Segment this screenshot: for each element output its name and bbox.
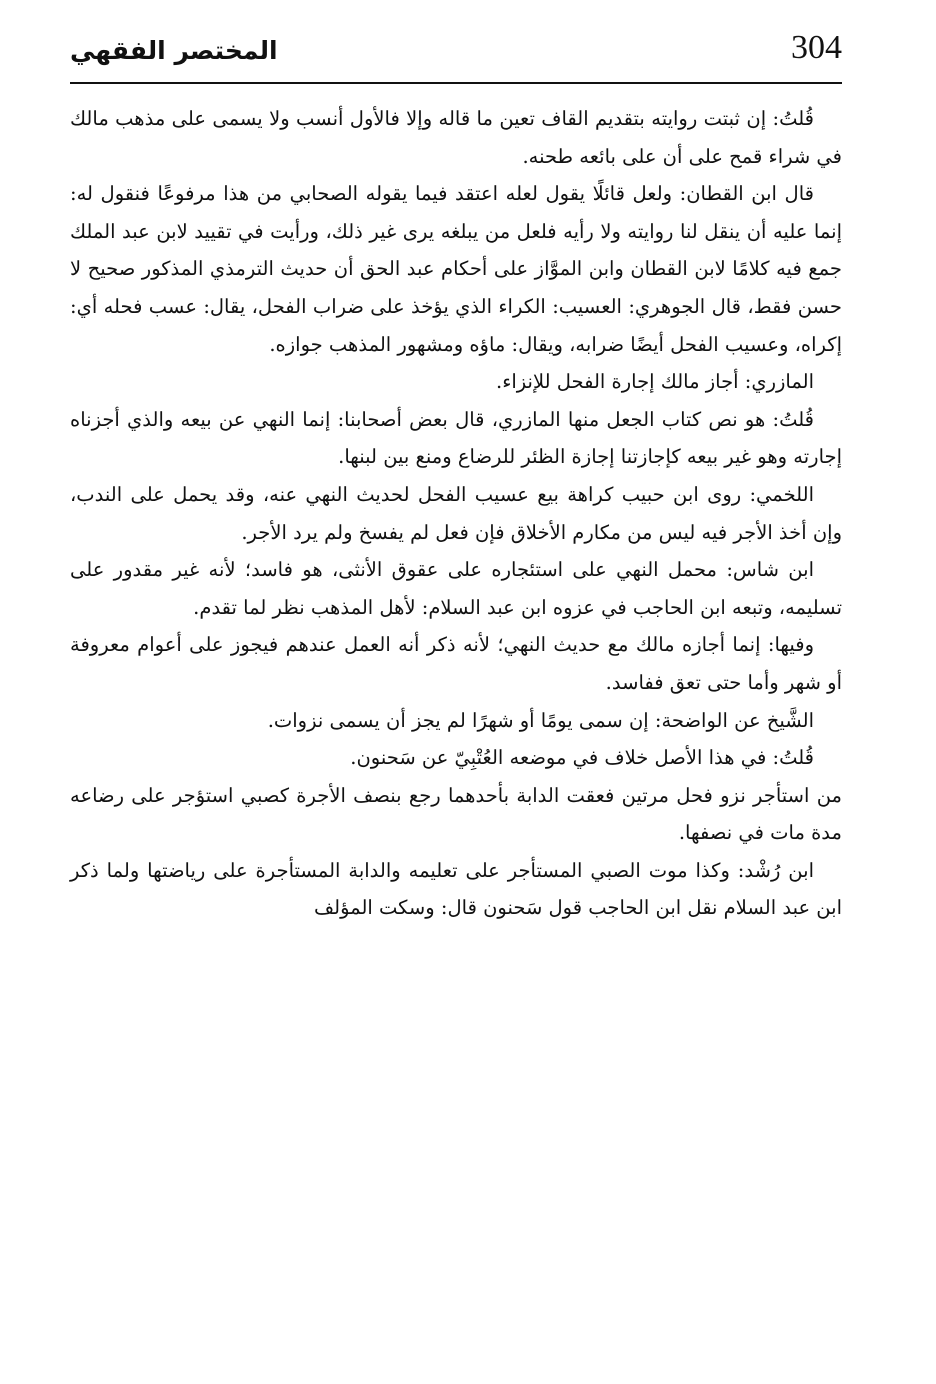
paragraph-2: قال ابن القطان: ولعل قائلًا يقول لعله اعتقد فيما يقوله الصحابي من هذا مرفوعًا فنقول له: إنما عليه أن ينقل لنا روايته ولا رأيه فلعل من يبلغه يرى غير ذلك، ورأيت في تقييد لابن عبد الملك جمع فيه كلامًا لابن القطان وابن الموَّاز على أحكام عبد الحق أن حديث الترمذي المذكور صحيح لا حسن فقط، قال الجوهري: العسيب: الكراء الذي يؤخذ على ضراب الفحل، يقال: عسب فحله أي: إكراه، وعسيب الفحل أيضًا ضرابه، ويقال: ماؤه ومشهور المذهب جوازه. [70, 182, 842, 356]
paragraph-6: ابن شاس: محمل النهي على استئجاره على عقوق الأنثى، هو فاسد؛ لأنه غير مقدور على تسليمه، وتبعه ابن الحاجب في عزوه ابن عبد السلام: لأهل المذهب نظر لما تقدم. [70, 558, 842, 619]
paragraph-10: من استأجر نزو فحل مرتين فعقت الدابة بأحدهما رجع بنصف الأجرة كصبي استؤجر على رضاعه مدة مات في نصفها. [70, 783, 842, 845]
paragraph-7: وفيها: إنما أجازه مالك مع حديث النهي؛ لأنه ذكر أنه العمل عندهم فيجوز على أعوام معروفة أو شهر وأما حتى تعق ففاسد. [70, 633, 842, 694]
paragraph-5: اللخمي: روى ابن حبيب كراهة بيع عسيب الفحل لحديث النهي عنه، وقد يحمل على الندب، وإن أخذ الأجر فيه ليس من مكارم الأخلاق فإن فعل لم يفسخ ولم يرد الأجر. [70, 482, 842, 544]
paragraph-9: قُلتُ: في هذا الأصل خلاف في موضعه العُتْبِيّ عن سَحنون. [350, 746, 814, 770]
paragraph-4: قُلتُ: هو نص كتاب الجعل منها المازري، قال بعض أصحابنا: إنما النهي عن بيعه والذي أجزناه إجارته وهو غير بيعه كإجازتنا إجازة الظئر للرضاع ومنع بين لبنها. [70, 407, 842, 469]
paragraph-11: ابن رُشْد: وكذا موت الصبي المستأجر على تعليمه والدابة المستأجرة على رياضتها ولما ذكر ابن عبد السلام نقل ابن الحاجب قول سَحنون قال: وسكت المؤلف [70, 858, 842, 920]
page-body [70, 100, 842, 927]
page-number: 304 [791, 29, 842, 66]
paragraph-3: المازري: أجاز مالك إجارة الفحل للإنزاء. [496, 370, 814, 394]
header-divider [70, 82, 842, 84]
page-header [70, 28, 842, 76]
running-title: المختصر الفقهي [70, 36, 278, 65]
paragraph-8: الشَّيخ عن الواضحة: إن سمى يومًا أو شهرًا لم يجز أن يسمى نزوات. [267, 708, 814, 732]
book-page [70, 28, 842, 1358]
paragraph-1: قُلتُ: إن ثبتت روايته بتقديم القاف تعين ما قاله وإلا فالأول أنسب ولا يسمى على مذهب مالك في شراء قمح على أن على بائعه طحنه. [70, 107, 842, 168]
